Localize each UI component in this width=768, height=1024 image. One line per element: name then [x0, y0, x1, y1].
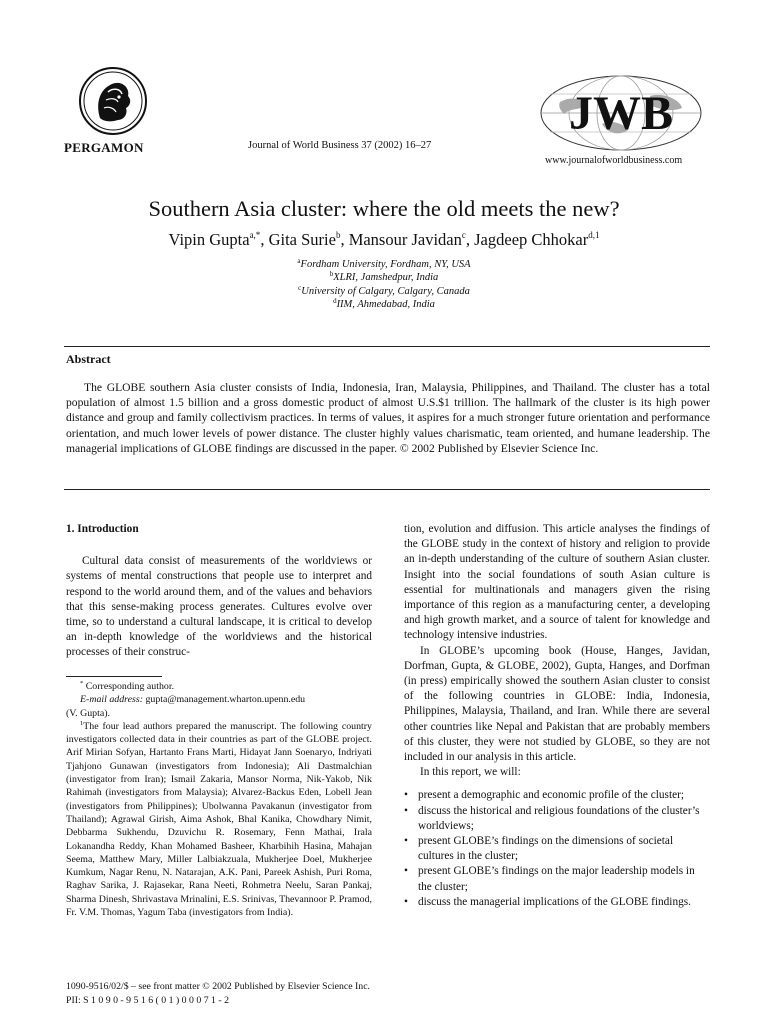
author-list: Vipin Gupta$^{a,*}$, Gita Surie$^b$, Mansour Javidan$^c$, Jagdeep Chhokar$^{d,1}$ [168, 230, 600, 249]
email-owner: (V. Gupta). [66, 707, 110, 719]
publisher-name: PERGAMON [64, 140, 144, 155]
issn-line: 1090-9516/02/$ – see front matter © 2002 Published by Elsevier Science Inc. [66, 981, 371, 992]
divider-bottom [64, 489, 710, 490]
list-item: • present GLOBE’s findings on the major leadership models in the cluster; [404, 865, 695, 893]
right-column [404, 522, 710, 910]
email-address[interactable]: gupta@management.wharton.upenn.edu [145, 694, 306, 706]
author-affiliation-mark: a,* [249, 230, 261, 240]
affiliation: $^c$University of Calgary, Calgary, Canada [298, 283, 470, 297]
journal-citation: Journal of World Business 37 (2002) 16–27 [248, 140, 432, 151]
author-affiliation-mark: b [335, 230, 341, 240]
paragraph: In GLOBE’s upcoming book (House, Hanges, Javidan, Dorfman, Gupta, & GLOBE, 2002), Gupta, Hanges, and Dorfman (in press) empirically showed the southern Asian cluster to consist of the following countries in GLOBE: India, Indonesia, Philippines, Malaysia, Thailand, and Iran. While there are several other countries like Nepal and Pakistan that are probably members of this cluster, they were not studied by GLOBE, so they are not included in our analysis in this article. [404, 644, 710, 764]
paragraph: tion, evolution and diffusion. This article analyses the findings of the GLOBE study in the context of history and religion to provide an in-depth understanding of the culture of southern Asian cluster. Insight into the social foundations of south Asian culture is essential for multinationals and managers given the rising importance of this region as a manufacturing center, a developing and high growth market, and a source of talent for knowledge and technology intensive industries. [404, 523, 710, 642]
author-name: Gita Surie [268, 230, 336, 249]
list-item: • present GLOBE’s findings on the dimensions of societal cultures in the cluster; [404, 835, 674, 863]
left-column [66, 522, 372, 661]
email-label: E-mail address: [80, 694, 143, 706]
section-heading: 1. Introduction [66, 523, 139, 535]
bullet-icon: • [404, 865, 408, 878]
footnote-text: The four lead authors prepared the manuscript. The following country investigators collected data in their countries as part of the GLOBE project. Arif Mirian Sofyan, Hartanto Frans Marti, Hidayat Jann Soenaryo, Indriyati Tjahjono Gunawan (investigators from Indonesia); Ali Dastmalchian (investigator from Iran); Ismail Zakaria, Mansor Norma, Nik-Yakob, Nik Rahimah (investigators from Malaysia); Alvarez-Backus Eden, Lobell Jean (investigators from Philippines); Ubolwanna Pavakanun (investigator from Thailand); Agrawal Girish, Aima Ashok, Bhal Kanika, Chowdhary Nimit, Debbarma Sukhendu, Dzuvichu R. Rosemary, Fenn Mathai, Irala Lokanandha Reddy, Khan Mohamed Basheer, Kharbihih Hasina, Mahajan Seema, Matthew Mary, Miller Lalbiakzuala, Mukherjee Doel, Mukherjee Kumkum, Nagar Renu, N. Natarajan, A.K. Pani, Pareek Ashish, Puri Roma, Raghav Sarika, J. Rajasekar, Rana Neeti, Rohmetra Neelu, Saran Pankaj, Sharma Dinesh, Shrivastava Mrinalini, E.S. Srinivas, Thevannoor P. Pramod, Fr. V.M. Thomas, Yagum Taba (investigators from India). [66, 720, 372, 919]
author-name: Vipin Gupta [168, 230, 250, 249]
copyright-footer [66, 980, 370, 1007]
author-affiliation-mark: d,1 [588, 230, 600, 240]
author-name: Jagdeep Chhokar [474, 230, 589, 249]
journal-logo-text: JWB [568, 87, 674, 140]
divider-top [64, 346, 710, 347]
list-item: • discuss the historical and religious foundations of the cluster’s worldviews; [404, 804, 700, 832]
bullet-icon: • [404, 789, 408, 802]
journal-url[interactable]: www.journalofworldbusiness.com [545, 155, 683, 166]
bullet-list [404, 788, 710, 910]
abstract-heading: Abstract [66, 352, 111, 366]
bullet-icon: • [404, 835, 408, 848]
bullet-icon: • [404, 895, 408, 908]
footnote-divider [66, 676, 162, 677]
journal-logo [540, 74, 702, 152]
affiliation: $^b$XLRI, Jamshedpur, India [329, 270, 439, 284]
article-title: Southern Asia cluster: where the old meets the new? [148, 196, 620, 221]
affiliation: $^d$IIM, Ahmedabad, India [333, 296, 435, 310]
list-item: • discuss the managerial implications of the GLOBE findings. [404, 895, 710, 910]
paragraph: Cultural data consist of measurements of the worldviews or systems of mental constructions that people use to interpret and respond to the world around them, and of the values and behaviors that this sense-making process generates. Cultures evolve over time, so to understand a cultural landscape, it is critical to develop an in-depth knowledge of the worldviews and the historical processes of their construc- [66, 555, 372, 659]
footnote-mark: * [80, 680, 84, 687]
footnotes [66, 680, 372, 919]
bullet-icon: • [404, 804, 408, 817]
author-name: Mansour Javidan [348, 230, 462, 249]
pii-line: PII: S 1 0 9 0 - 9 5 1 6 ( 0 1 ) 0 0 0 7 1 - 2 [66, 994, 230, 1006]
author-affiliation-mark: c [461, 230, 466, 240]
paragraph: In this report, we will: [420, 766, 521, 779]
footnote-mark: 1 [80, 719, 84, 727]
corresponding-note: Corresponding author. [85, 681, 175, 692]
affiliation-list [0, 258, 768, 311]
abstract-body: The GLOBE southern Asia cluster consists of India, Indonesia, Iran, Malaysia, Philippines, and Thailand. The cluster has a total population of almost 1.5 billion and a gross domestic product of almost U.S.$1 trillion. The hallmark of the cluster is its high power distance and group and family collectivism practices. In terms of values, it aspires for a much stronger future orientation and performance orientation, and much lower levels of power distance. The cluster highly values charismatic, team oriented, and humane leadership. The managerial implications of GLOBE findings are discussed in the paper. © 2002 Published by Elsevier Science Inc. [66, 381, 710, 455]
affiliation: $^a$Fordham University, Fordham, NY, USA [297, 257, 471, 270]
list-item: • present a demographic and economic profile of the cluster; [404, 788, 710, 803]
pergamon-logo [78, 66, 148, 136]
